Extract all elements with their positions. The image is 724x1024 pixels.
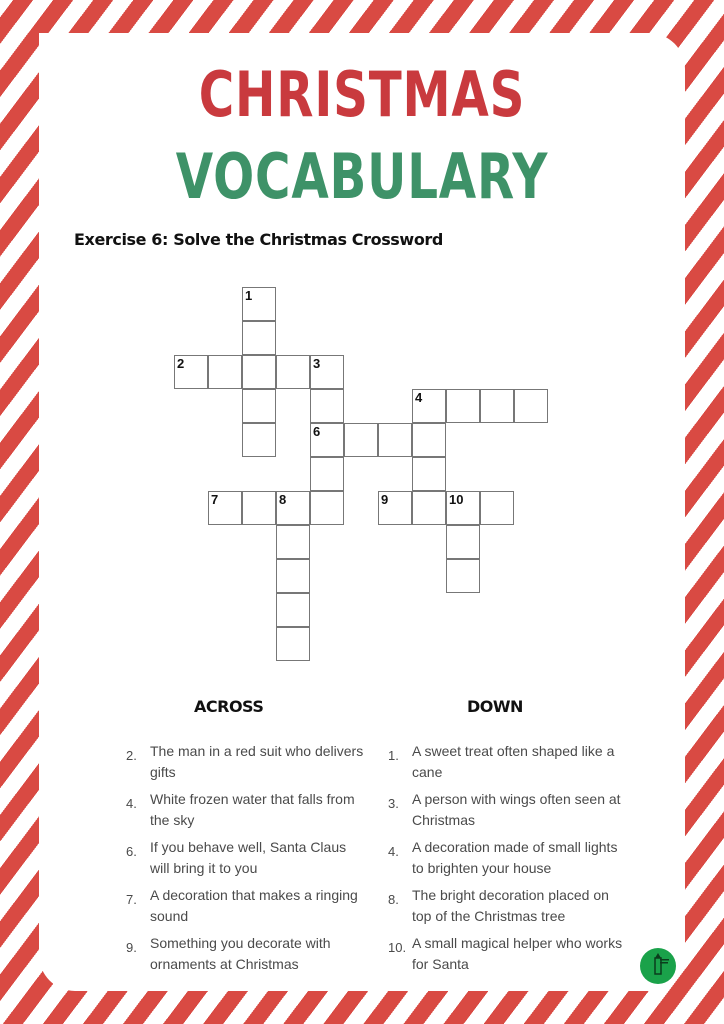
clue-number: 3. <box>388 796 399 811</box>
crossword-cell[interactable] <box>378 423 412 457</box>
clue-number: 10. <box>388 940 407 955</box>
clue-across-9 <box>126 933 366 975</box>
crossword-cell[interactable] <box>174 355 208 389</box>
crossword-cell[interactable] <box>242 423 276 457</box>
title-vocabulary: VOCABULARY <box>175 140 549 213</box>
crossword-cell[interactable] <box>208 355 242 389</box>
across-heading: ACROSS <box>194 697 264 716</box>
down-heading: DOWN <box>467 697 523 716</box>
title-christmas: CHRISTMAS <box>198 58 526 131</box>
crossword-grid <box>174 287 554 667</box>
cell-number: 1 <box>245 288 253 303</box>
across-clues <box>126 741 366 981</box>
crossword-cell[interactable] <box>378 491 412 525</box>
clue-text: A person with wings often seen at Christmas <box>412 791 621 828</box>
clue-number: 4. <box>126 796 137 811</box>
crossword-cell[interactable] <box>276 355 310 389</box>
cell-number: 2 <box>177 356 185 371</box>
clue-across-7 <box>126 885 366 927</box>
crossword-cell[interactable] <box>480 491 514 525</box>
pencil-logo-icon <box>647 953 669 979</box>
clue-number: 2. <box>126 748 137 763</box>
down-clues <box>388 741 628 981</box>
cell-number: 9 <box>381 492 389 507</box>
clue-text: A small magical helper who works for Santa <box>412 935 623 972</box>
crossword-cell[interactable] <box>446 525 480 559</box>
crossword-cell[interactable] <box>446 491 480 525</box>
clue-across-2 <box>126 741 366 783</box>
clue-across-4 <box>126 789 366 831</box>
crossword-cell[interactable] <box>310 389 344 423</box>
cell-number: 10 <box>449 492 464 507</box>
cell-number: 6 <box>313 424 321 439</box>
crossword-cell[interactable] <box>208 491 242 525</box>
cell-number: 3 <box>313 356 321 371</box>
crossword-cell[interactable] <box>514 389 548 423</box>
crossword-cell[interactable] <box>310 457 344 491</box>
clue-down-8 <box>388 885 628 927</box>
crossword-cell[interactable] <box>412 491 446 525</box>
crossword-cell[interactable] <box>276 525 310 559</box>
clue-number: 9. <box>126 940 137 955</box>
clue-text: A decoration made of small lights to brighten your house <box>412 839 618 876</box>
cell-number: 7 <box>211 492 219 507</box>
clue-text: A decoration that makes a ringing sound <box>150 887 358 924</box>
cell-number: 4 <box>415 390 423 405</box>
crossword-cell[interactable] <box>276 491 310 525</box>
clue-number: 7. <box>126 892 137 907</box>
logo <box>640 948 676 984</box>
crossword-cell[interactable] <box>310 491 344 525</box>
clue-down-1 <box>388 741 628 783</box>
clue-number: 6. <box>126 844 137 859</box>
crossword-cell[interactable] <box>344 423 378 457</box>
crossword-cell[interactable] <box>276 559 310 593</box>
clue-number: 8. <box>388 892 399 907</box>
clue-text: If you behave well, Santa Claus will bring it to you <box>150 839 347 876</box>
crossword-cell[interactable] <box>310 355 344 389</box>
crossword-cell[interactable] <box>242 389 276 423</box>
clue-text: A sweet treat often shaped like a cane <box>412 743 615 780</box>
crossword-cell[interactable] <box>242 355 276 389</box>
exercise-heading: Exercise 6: Solve the Christmas Crossword <box>74 230 443 249</box>
crossword-cell[interactable] <box>446 389 480 423</box>
crossword-cell[interactable] <box>276 627 310 661</box>
clue-text: White frozen water that falls from the sky <box>150 791 355 828</box>
crossword-cell[interactable] <box>412 389 446 423</box>
clue-text: Something you decorate with ornaments at Christmas <box>150 935 331 972</box>
crossword-cell[interactable] <box>412 457 446 491</box>
crossword-cell[interactable] <box>412 423 446 457</box>
crossword-cell[interactable] <box>480 389 514 423</box>
clue-number: 4. <box>388 844 399 859</box>
clue-across-6 <box>126 837 366 879</box>
cell-number: 8 <box>279 492 287 507</box>
clue-number: 1. <box>388 748 399 763</box>
clue-text: The man in a red suit who delivers gifts <box>150 743 364 780</box>
crossword-cell[interactable] <box>242 491 276 525</box>
crossword-cell[interactable] <box>242 287 276 321</box>
clue-text: The bright decoration placed on top of the Christmas tree <box>412 887 609 924</box>
crossword-cell[interactable] <box>446 559 480 593</box>
crossword-cell[interactable] <box>242 321 276 355</box>
crossword-cell[interactable] <box>310 423 344 457</box>
crossword-cell[interactable] <box>276 593 310 627</box>
clue-down-3 <box>388 789 628 831</box>
clue-down-4 <box>388 837 628 879</box>
clue-down-10 <box>388 933 628 975</box>
